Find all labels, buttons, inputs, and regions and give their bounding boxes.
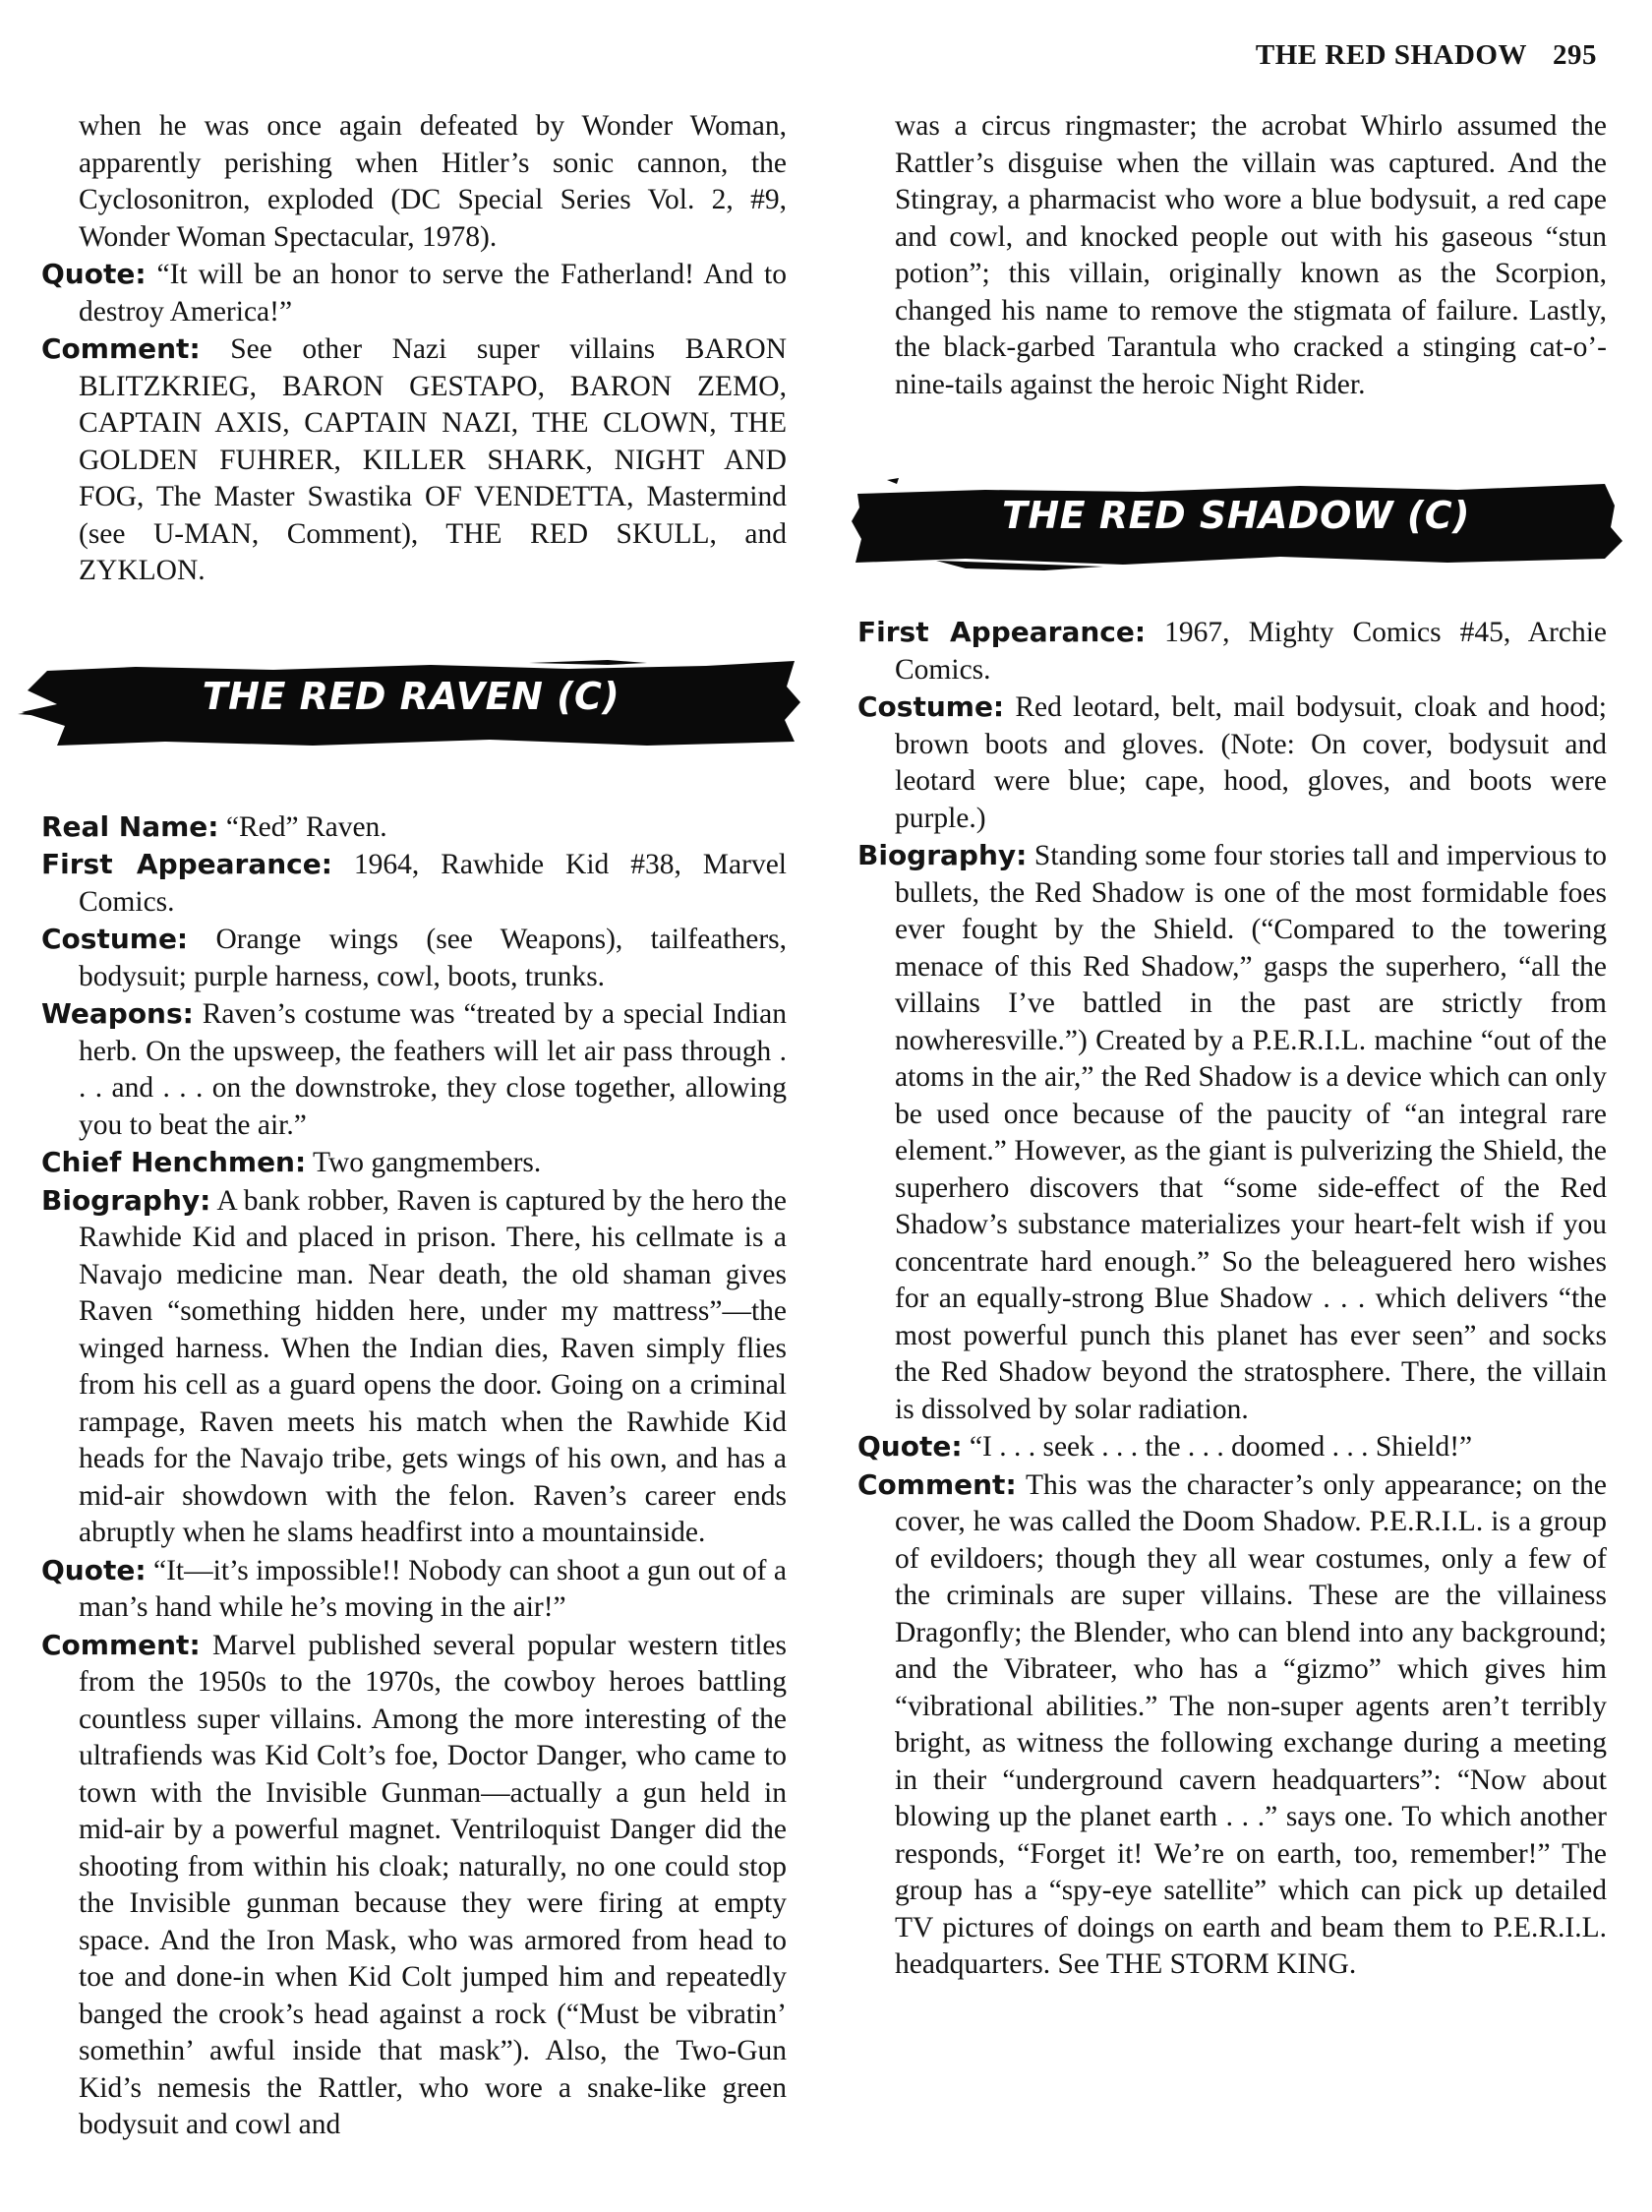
weapons-value: Raven’s costume was “treated by a special Indian herb. On the upsweep, the feathers will let air pass through . . . and . . . on the downstroke, they close together, allowing you to beat the air.” xyxy=(79,998,787,1141)
entry-heading-red-shadow xyxy=(848,476,1624,570)
biography-value: A bank robber, Raven is captured by the hero the Rawhide Kid and placed in prison. There, his cellmate is a Navajo medicine man. Near death, the old shaman gives Raven “something hidden here, under my mattress”—the winged harness. When the Indian dies, Raven simply flies from his cell as a guard opens the door. Going on a criminal rampage, Raven meets his match when the Rawhide Kid heads for the Navajo tribe, gets wings of his own, and has a mid-air showdown with the felon. Raven’s career ends abruptly when he slams headfirst into a mountainside. xyxy=(79,1184,788,1548)
first-appearance-value: 1967, Mighty Comics #45, Archie Comics. xyxy=(895,617,1607,686)
weapons-label: Weapons: xyxy=(41,997,194,1030)
costume-field xyxy=(41,921,787,995)
biography-value: Standing some four stories tall and impervious to bullets, the Red Shadow is one of the most formidable foes ever fought by the Shield. (“Compared to the towering menace of this Red Shadow,” gasps the superhero, “all the villains I’ve battled in the past are strictly from nowheresville.”) Created by a P.E.R.I.L. machine “out of the atoms in the air,” the Red Shadow is a device which can only be used once because of the paucity of “an integral rare element.” However, as the giant is pulverizing the Shield, the superhero discovers that “some side-effect of the Red Shadow’s substance materializes your heart-felt wish if you concentrate hard enough.” So the beleaguered hero wishes for an equally-strong Blue Shadow . . . which delivers “the most powerful punch this planet has ever seen” and socks the Red Shadow beyond the stratosphere. There, the villain is dissolved by solar radiation. xyxy=(895,840,1607,1425)
comment-field xyxy=(857,1466,1607,1984)
first-appearance-field xyxy=(857,614,1607,688)
henchmen-value: Two gangmembers. xyxy=(313,1147,542,1178)
biography-field xyxy=(41,1182,787,1552)
page-number: 295 xyxy=(1553,39,1597,71)
real-name-value: “Red” Raven. xyxy=(225,810,387,843)
running-head-title: THE RED SHADOW xyxy=(1255,39,1527,71)
biography-label: Biography: xyxy=(41,1183,211,1217)
biography-field xyxy=(857,837,1607,1428)
entry-heading-title: THE RED RAVEN (C) xyxy=(202,674,620,718)
quote-label: Quote: xyxy=(41,1553,147,1586)
henchmen-field xyxy=(41,1144,787,1182)
quote-label: Quote: xyxy=(857,1430,963,1463)
left-column xyxy=(41,108,787,2144)
entry-heading-title: THE RED SHADOW (C) xyxy=(1001,494,1471,537)
right-column xyxy=(857,108,1607,1984)
first-appearance-label: First Appearance: xyxy=(857,616,1147,648)
comment-label: Comment: xyxy=(857,1467,1017,1501)
quote-field xyxy=(41,1552,787,1627)
continued-entry-text: when he was once again defeated by Wonder Woman, apparently perishing when Hitler’s sonic cannon, the Cyclosonitron, exploded (DC Special Series Vol. 2, #9, Wonder Woman Spectacular, 1978). xyxy=(79,110,787,253)
running-head xyxy=(1256,39,1597,72)
comment-value: Marvel published several popular western titles from the 1950s to the 1970s, the cowboy heroes battling countless super villains. Among the more interesting of the ultrafiends was Kid Colt’s foe, Doctor Danger, who came to town with the Invisible Gunman—actually a gun held in mid-air by a powerful magnet. Ventriloquist Danger did the shooting from within his cloak; naturally, no one could stop the Invisible gunman because they were firing at empty space. And the Iron Mask, who was armored from head to toe and done-in when Kid Colt jumped him and repeatedly banged the crook’s head against a rock (“Must be vibratin’ somethin’ awful inside that mask”). Also, the Two-Gun Kid’s nemesis the Rattler, who wore a snake-like green bodysuit and cowl and xyxy=(79,1629,787,2140)
quote-label: Quote: xyxy=(41,258,147,290)
continued-comment-text: was a circus ringmaster; the acrobat Whirlo assumed the Rattler’s disguise when the villain was captured. And the Stingray, a pharmacist who wore a blue bodysuit, a red cape and cowl, and knocked people out with his gaseous “stun potion”; this villain, originally known as the Scorpion, changed his name to remove the stigmata of failure. Lastly, the black-garbed Tarantula who cracked a stinging cat-o’-nine-tails against the heroic Night Rider. xyxy=(895,110,1607,400)
weapons-field xyxy=(41,995,787,1144)
biography-label: Biography: xyxy=(857,839,1028,871)
comment-field xyxy=(41,1627,787,2144)
entry-heading-red-raven xyxy=(18,657,804,751)
costume-label: Costume: xyxy=(41,923,189,955)
prev-entry-quote xyxy=(41,256,787,330)
costume-label: Costume: xyxy=(857,690,1005,723)
comment-text: See other Nazi super villains BARON BLITZKRIEG, BARON GESTAPO, BARON ZEMO, CAPTAIN AXIS, CAPTAIN NAZI, THE CLOWN, THE GOLDEN FUHRER, KILLER SHARK, NIGHT AND FOG, The Master Swastika OF VENDETTA, Mastermind (see U-MAN, Comment), THE RED SKULL, and ZYKLON. xyxy=(79,333,787,586)
comment-value: This was the character’s only appearance; on the cover, he was called the Doom Shadow. P.E.R.I.L. is a group of evildoers; though they all wear costumes, only a few of the criminals are super villains. These are the villainess Dragonfly; the Blender, who can blend into any background; and the Vibrateer, who has a “gizmo” which gives him “vibrational abilities.” The non-super agents aren’t terribly bright, as witness the following exchange during a meeting in their “underground cavern headquarters”: “Now about blowing up the planet earth . . .” says one. To which another responds, “Forget it! We’re on earth, too, remember!” The group has a “spy-eye satellite” which can pick up detailed TV pictures of doings on earth and beam them to P.E.R.I.L. headquarters. See THE STORM KING. xyxy=(895,1468,1607,1980)
comment-label: Comment: xyxy=(41,332,201,365)
real-name-field xyxy=(41,808,787,847)
quote-field xyxy=(857,1428,1607,1466)
first-appearance-field xyxy=(41,846,787,921)
comment-label: Comment: xyxy=(41,1628,201,1661)
costume-value: Orange wings (see Weapons), tailfeathers, bodysuit; purple harness, cowl, boots, trunks. xyxy=(79,924,788,992)
costume-field xyxy=(857,688,1607,837)
first-appearance-value: 1964, Rawhide Kid #38, Marvel Comics. xyxy=(79,849,787,918)
real-name-label: Real Name: xyxy=(41,809,219,843)
first-appearance-label: First Appearance: xyxy=(41,848,332,880)
henchmen-label: Chief Henchmen: xyxy=(41,1146,307,1178)
prev-entry-comment xyxy=(41,330,787,590)
costume-value: Red leotard, belt, mail bodysuit, cloak and hood; brown boots and gloves. (Note: On cover, bodysuit and leotard were blue; cape, hood, gloves, and boots were purple.) xyxy=(895,691,1607,834)
quote-value: “It—it’s impossible!! Nobody can shoot a gun out of a man’s hand while he’s moving in the air!” xyxy=(79,1554,787,1623)
quote-value: “I . . . seek . . . the . . . doomed . . . Shield!” xyxy=(969,1431,1473,1463)
quote-text: “It will be an honor to serve the Fatherland! And to destroy America!” xyxy=(79,259,788,328)
